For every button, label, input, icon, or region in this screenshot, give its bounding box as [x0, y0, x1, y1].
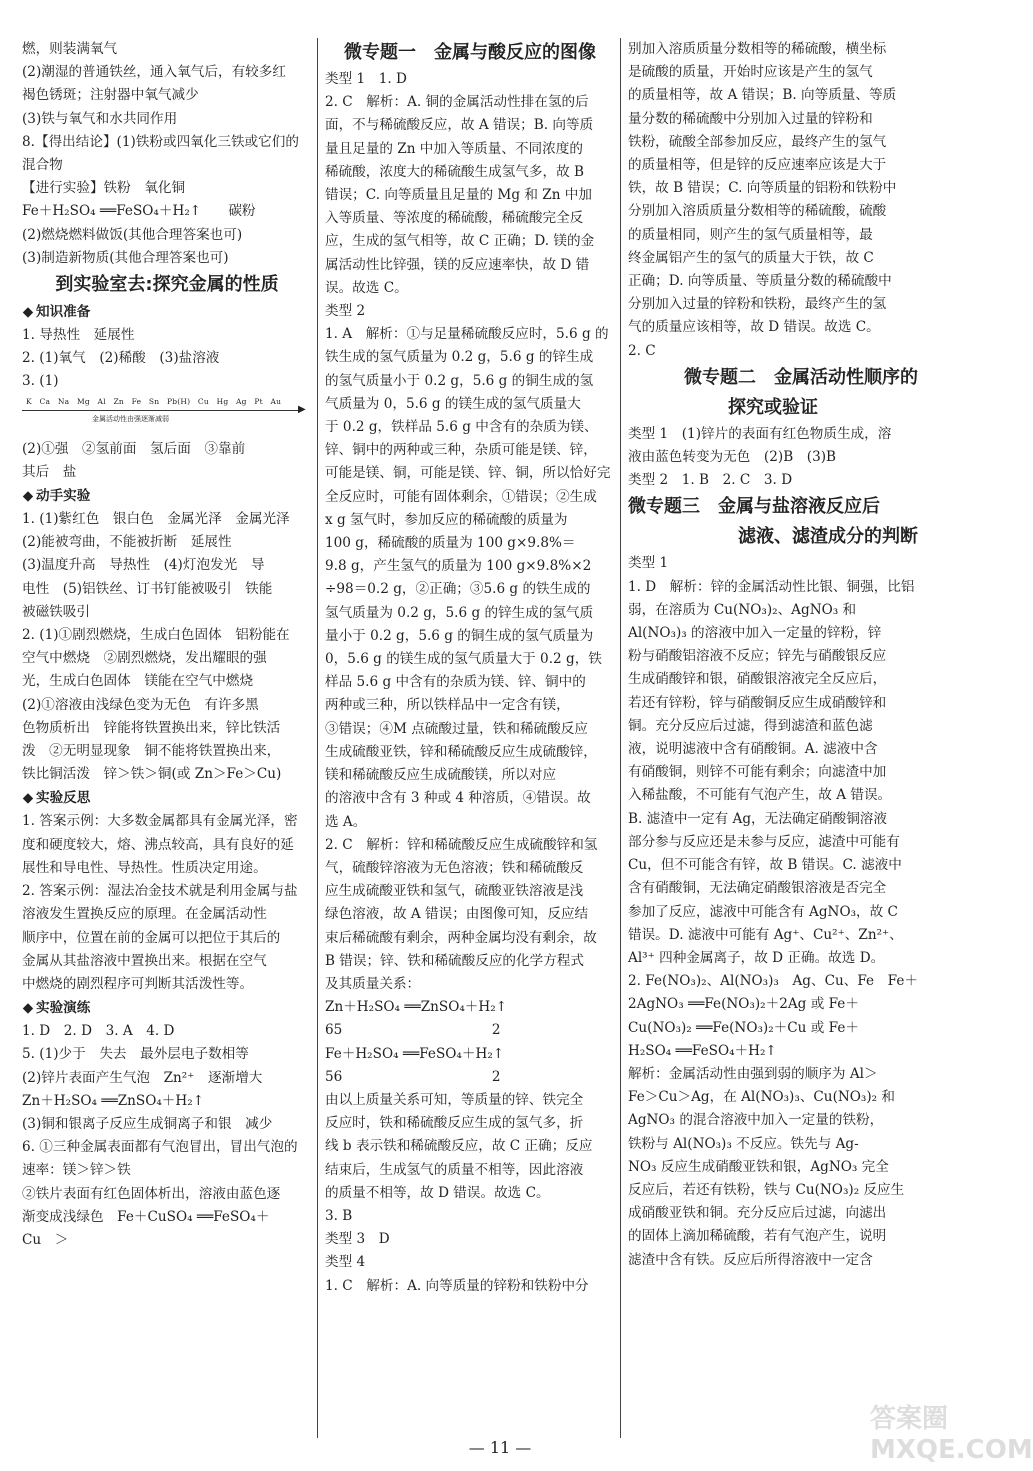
text-line: 反应后，若还有铁粉，铁与 Cu(NO₃)₂ 反应生: [628, 1181, 905, 1198]
text-line: 可能是镁、铜，可能是镁、锌、铜，所以恰好完: [325, 465, 611, 482]
text-line: 色物质析出 锌能将铁置换出来，锌比铁活: [22, 719, 281, 736]
text-line: 2. C: [628, 342, 656, 359]
text-line: (2)①强 ②氢前面 氢后面 ③靠前: [22, 440, 246, 457]
text-line: 生成硫酸亚铁，锌和稀硫酸反应生成硫酸锌，: [325, 743, 597, 760]
subsection-heading: [22, 484, 312, 508]
text-line: 类型 3 D: [325, 1231, 390, 1248]
text-line: ③错误；④M 点硫酸过量，铁和稀硫酸反应: [325, 720, 588, 737]
text-line: 的氢气质量小于 0.2 g，5.6 g 的铜生成的氢: [325, 372, 594, 389]
text-line: 是硫酸的质量，开始时应该是产生的氢气: [628, 64, 873, 81]
text-line: (2)燃烧燃料做饭(其他合理答案也可): [22, 226, 243, 243]
text-line: 终金属铝产生的氢气的质量大于铁，故 C: [628, 249, 874, 266]
diamond-bullet-icon: ◆: [22, 1000, 34, 1017]
text-line: B 错误；锌、铁和稀硫酸反应的化学方程式: [325, 952, 584, 969]
text-line: 成硝酸亚铁和铜。充分反应后过滤，向滤出: [628, 1205, 887, 1222]
text-line: 铁，故 B 错误；C. 向等质量的铝粉和铁粉中: [628, 180, 897, 197]
text-line: 溶液发生置换反应的原理。在金属活动性: [22, 906, 267, 923]
diamond-bullet-icon: ◆: [22, 488, 34, 505]
text-line: 类型 1 1. D: [325, 71, 407, 87]
text-line: 2. 答案示例：湿法冶金技术就是利用金属与盐: [22, 883, 298, 900]
text-line: 2. (1)氧气 (2)稀酸 (3)盐溶液: [22, 350, 220, 367]
diamond-bullet-icon: ◆: [22, 790, 34, 807]
text-line: Zn＋H₂SO₄ ══ZnSO₄＋H₂↑: [325, 999, 508, 1016]
text-line: 的质量不相等，故 D 错误。故选 C。: [325, 1184, 550, 1201]
text-line: Fe＞Cu＞Ag，在 Al(NO₃)₃、Cu(NO₃)₂ 和: [628, 1089, 896, 1106]
text-line: 含有硝酸铜，无法确定硝酸银溶液是否完全: [628, 880, 887, 897]
subsection-heading: [22, 786, 312, 810]
text-line: (3)温度升高 导热性 (4)灯泡发光 导: [22, 557, 265, 574]
text-line: 错误；C. 向等质量且足量的 Mg 和 Zn 中加: [325, 187, 592, 204]
text-line: 入等质量、等浓度的稀硫酸，稀硫酸完全反: [325, 210, 584, 227]
text-line: 应生成硫酸亚铁和氢气，硫酸亚铁溶液是浅: [325, 883, 584, 900]
text-line: x g 氢气时，参加反应的稀硫酸的质量为: [325, 511, 568, 528]
subsection-heading: [22, 300, 312, 324]
text-line: 空气中燃烧 ②剧烈燃烧，发出耀眼的强: [22, 650, 267, 667]
text-line: 铜。充分反应后过滤，得到滤渣和蓝色滤: [628, 717, 873, 734]
text-line: 类型 1 (1)锌片的表面有红色物质生成，溶: [628, 425, 892, 442]
text-line: 铁粉，硫酸全部参加反应，最终产生的氢气: [628, 133, 887, 150]
text-line: 速率：镁＞锌＞铁: [22, 1162, 131, 1179]
text-line: 8.【得出结论】(1)铁粉或四氧化三铁或它们的: [22, 133, 299, 150]
column-middle: [325, 38, 615, 1298]
text-line: 铁粉与 Al(NO₃)₃ 不反应。铁先与 Ag-: [628, 1135, 859, 1152]
text-line: NO₃ 反应生成硝酸亚铁和银，AgNO₃ 完全: [628, 1158, 889, 1175]
text-line: 镁和稀硫酸反应生成硫酸镁，所以对应: [325, 767, 557, 784]
text-line: 弱，在溶质为 Cu(NO₃)₂、AgNO₃ 和: [628, 601, 857, 618]
text-line: 的质量相等，但是锌的反应速率应该是大于: [628, 157, 887, 174]
text-line: 正确；D. 向等质量、等质量分数的稀硫酸中: [628, 273, 892, 290]
section-heading: 探究或验证: [728, 396, 818, 418]
text-line: 2. C 解析：A. 铜的金属活动性排在氢的后: [325, 94, 589, 111]
text-line: 9.8 g，产生氢气的质量为 100 g×9.8%×2: [325, 558, 592, 575]
section-heading: 到实验室去:探究金属的性质: [55, 274, 279, 296]
text-line: 3. B: [325, 1207, 353, 1224]
text-line: Cu ＞: [22, 1231, 69, 1248]
text-line: B. 滤渣中一定有 Ag，无法确定硝酸铜溶液: [628, 810, 887, 827]
text-line: 入稀盐酸，不可能有气泡产生，故 A 错误。: [628, 787, 892, 804]
text-line: 面，不与稀硫酸反应，故 A 错误；B. 向等质: [325, 117, 594, 134]
text-line: 度和硬度较大，熔、沸点较高，具有良好的延: [22, 836, 294, 853]
text-line: ②铁片表面有红色固体析出，溶液由蓝色逐: [22, 1185, 281, 1202]
activity-series-axis: [22, 410, 300, 411]
text-line: 【进行实验】铁粉 氧化铜: [22, 180, 186, 197]
text-line: 1. 答案示例：大多数金属都具有金属光泽，密: [22, 813, 298, 830]
text-line: 错误。D. 滤液中可能有 Ag⁺、Cu²⁺、Zn²⁺、: [628, 926, 903, 943]
text-line: Al³⁺ 四种金属离子，故 D 正确。故选 D。: [628, 949, 885, 966]
text-line: 金属从其盐溶液中置换出来。根据在空气: [22, 952, 267, 969]
diamond-bullet-icon: ◆: [22, 304, 34, 321]
text-line: Cu，但不可能含有锌，故 B 错误。C. 滤液中: [628, 857, 902, 874]
watermark-logo: 答案圈 MXQE.COM: [870, 1404, 1033, 1465]
text-line: Fe＋H₂SO₄ ══FeSO₄＋H₂↑ 碳粉: [22, 203, 256, 220]
text-line: 属活动性比锌强，镁的反应速率快，故 D 错: [325, 256, 590, 273]
text-line: 的固体上滴加稀硫酸，若有气泡产生，说明: [628, 1228, 887, 1245]
text-line: 的质量相同，则产生的氢气质量相等，最: [628, 226, 873, 243]
activity-series-figure: [22, 396, 312, 436]
text-line: 解析：金属活动性由强到弱的顺序为 Al＞: [628, 1065, 878, 1082]
text-line: 氢气质量为 0.2 g，5.6 g 的锌生成的氢气质: [325, 604, 594, 621]
text-line: 反应时，铁和稀硫酸反应生成的氢气多，折: [325, 1115, 584, 1132]
column-divider: [317, 38, 318, 1438]
text-line: Al(NO₃)₃ 的溶液中加入一定量的锌粉，锌: [628, 625, 882, 642]
text-line: 铁生成的氢气质量为 0.2 g，5.6 g 的锌生成: [325, 349, 594, 366]
text-line: 选 A。: [325, 813, 367, 830]
text-line: 1. 导热性 延展性: [22, 327, 135, 344]
text-line: 泼 ②无明显现象 铜不能将铁置换出来，: [22, 743, 281, 760]
text-line: 液由蓝色转变为无色 (2)B (3)B: [628, 449, 837, 466]
text-line: 滤渣中含有铁。反应后所得溶液中一定含: [628, 1251, 873, 1268]
text-line: 别加入溶质质量分数相等的稀硫酸，横坐标: [628, 41, 887, 57]
text-line: 由以上质量关系可知，等质量的锌、铁完全: [325, 1091, 584, 1108]
text-line: 束后稀硫酸有剩余，两种金属均没有剩余，故: [325, 929, 597, 946]
text-line: 0，5.6 g 的镁生成的氢气质量大于 0.2 g，铁: [325, 651, 602, 668]
text-line: 分别加入溶质质量分数相等的稀硫酸，硫酸: [628, 203, 887, 220]
text-line: 类型 2 1. B 2. C 3. D: [628, 472, 793, 489]
text-line: 2. Fe(NO₃)₂、Al(NO₃)₃ Ag、Cu、Fe Fe＋: [628, 973, 918, 990]
text-line: ÷98＝0.2 g，②正确；③5.6 g 的铁生成的: [325, 581, 591, 598]
text-line: 2. (1)①剧烈燃烧，生成白色固体 铝粉能在: [22, 627, 290, 644]
text-line: 1. A 解析：①与足量稀硫酸反应时，5.6 g 的: [325, 326, 609, 343]
text-line: 6. ①三种金属表面都有气泡冒出，冒出气泡的: [22, 1139, 298, 1156]
text-line: 1. (1)紫红色 银白色 金属光泽 金属光泽: [22, 511, 290, 528]
text-line: 参加了反应，滤液中可能含有 AgNO₃，故 C: [628, 903, 898, 920]
activity-series-elements: K Ca Na Mg Al Zn Fe Sn Pb(H) Cu Hg Ag Pt Au: [26, 396, 282, 406]
section-heading: 微专题一 金属与酸反应的图像: [344, 42, 596, 63]
text-line: 应，生成的氢气相等，故 C 正确；D. 镁的金: [325, 233, 595, 250]
subsection-heading-label: 实验演练: [36, 1000, 91, 1017]
text-line: 中燃烧的剧烈程序可判断其活泼性等。: [22, 975, 254, 992]
section-heading: 滤液、滤渣成分的判断: [738, 526, 918, 548]
text-line: 量且足量的 Zn 中加入等质量、不同浓度的: [325, 140, 583, 157]
text-line: Fe＋H₂SO₄ ══FeSO₄＋H₂↑: [325, 1045, 505, 1062]
text-line: 分别加入过量的锌粉和铁粉，最终产生的氢: [628, 296, 887, 313]
subsection-heading-label: 动手实验: [36, 488, 91, 505]
section-heading: 微专题二 金属活动性顺序的: [684, 366, 918, 388]
text-line: AgNO₃ 的混合溶液中加入一定量的铁粉，: [628, 1112, 884, 1129]
text-line: (2)①溶液由浅绿色变为无色 有许多黑: [22, 696, 259, 713]
text-line: 光，生成白色固体 镁能在空气中燃烧: [22, 673, 254, 690]
text-line: 气，硫酸锌溶液为无色溶液；铁和稀硫酸反: [325, 859, 584, 876]
text-line: 65 2: [325, 1022, 501, 1039]
text-line: 铁比铜活泼 锌＞铁＞铜(或 Zn＞Fe＞Cu): [22, 766, 282, 783]
text-line: 1. D 2. D 3. A 4. D: [22, 1023, 175, 1040]
text-line: 两种或三种，所以铁样品中一定含有镁，: [325, 697, 570, 714]
text-line: 全反应时，可能有固体剩余，①错误；②生成: [325, 488, 597, 505]
text-line: 1. C 解析：A. 向等质量的锌粉和铁粉中分: [325, 1277, 589, 1294]
text-line: 有硝酸铜，则锌不可能有剩余；向滤渣中加: [628, 764, 887, 781]
text-line: 结束后，生成氢气的质量不相等，因此溶液: [325, 1161, 584, 1178]
text-line: 2. C 解析：锌和稀硫酸反应生成硫酸锌和氢: [325, 836, 598, 853]
text-line: 3. (1): [22, 373, 59, 390]
text-line: (2)能被弯曲，不能被折断 延展性: [22, 534, 232, 551]
arrow-right-icon: ▶: [298, 403, 306, 415]
section-heading: 微专题三 金属与盐溶液反应后: [628, 496, 880, 518]
text-line: (2)潮湿的普通铁丝，通入氧气后，有较多红: [22, 64, 286, 81]
text-line: 展性和导电性、导热性。性质决定用途。: [22, 859, 267, 876]
text-line: 56 2: [325, 1068, 501, 1085]
text-line: 的质量相等，故 A 错误；B. 向等质量、等质: [628, 87, 897, 104]
text-line: 顺序中，位置在前的金属可以把位于其后的: [22, 929, 281, 946]
text-line: 渐变成浅绿色 Fe＋CuSO₄ ══FeSO₄＋: [22, 1208, 270, 1225]
text-line: 混合物: [22, 157, 63, 174]
activity-series-caption: 金属活动性由强逐渐减弱: [92, 414, 169, 423]
text-line: 气的质量应该相等，故 D 错误。故选 C。: [628, 319, 880, 336]
column-left: [22, 38, 312, 1252]
text-line: (2)锌片表面产生气泡 Zn²⁺ 逐渐增大: [22, 1069, 263, 1086]
text-line: 样品 5.6 g 中含有的杂质为镁、锌、铜中的: [325, 674, 586, 691]
subsection-heading-label: 实验反思: [36, 790, 91, 807]
text-line: Cu(NO₃)₂ ══Fe(NO₃)₂＋Cu 或 Fe＋: [628, 1019, 859, 1036]
text-line: 量分数的稀硫酸中分别加入过量的锌粉和: [628, 110, 873, 127]
text-line: 锌、铜中的两种或三种，杂质可能是镁、锌，: [325, 442, 597, 459]
column-right: [628, 38, 918, 1272]
text-line: 5. (1)少于 失去 最外层电子数相等: [22, 1046, 249, 1063]
text-line: 褐色锈斑；注射器中氧气减少: [22, 87, 199, 104]
text-line: 稀硫酸，浓度大的稀硫酸生成氢气多，故 B: [325, 163, 584, 180]
text-line: 1. D 解析：锌的金属活动性比银、铜强，比铝: [628, 578, 915, 595]
text-line: (3)铁与氧气和水共同作用: [22, 110, 178, 127]
text-line: 的溶液中含有 3 种或 4 种溶质，④错误。故: [325, 790, 591, 807]
page-number: — 11 —: [468, 1438, 532, 1457]
text-line: 粉与硝酸铝溶液不反应；锌先与硝酸银反应: [628, 648, 887, 665]
text-line: 及其质量关系：: [325, 975, 421, 992]
text-line: 100 g，稀硫酸的质量为 100 g×9.8%＝: [325, 535, 576, 552]
subsection-heading: [22, 996, 312, 1020]
text-line: 于 0.2 g，铁样品 5.6 g 中含有的杂质为镁、: [325, 419, 598, 436]
text-line: 气质量为 0，5.6 g 的镁生成的氢气质量大: [325, 395, 581, 412]
text-line: 2AgNO₃ ══Fe(NO₃)₂＋2Ag 或 Fe＋: [628, 996, 859, 1013]
text-line: 量小于 0.2 g，5.6 g 的铜生成的氢气质量为: [325, 627, 594, 644]
text-line: 绿色溶液，故 A 错误；由图像可知，反应结: [325, 906, 589, 923]
column-divider: [620, 38, 621, 1438]
subsection-heading-label: 知识准备: [36, 304, 91, 321]
text-line: 燃，则装满氧气: [22, 41, 118, 57]
text-line: 线 b 表示铁和稀硫酸反应，故 C 正确；反应: [325, 1138, 593, 1155]
text-line: 生成硝酸锌和银，硝酸银溶液完全反应后，: [628, 671, 887, 688]
text-line: 其后 盐: [22, 463, 77, 480]
text-line: 液，说明滤液中含有硝酸铜。A. 滤液中含: [628, 741, 878, 758]
text-line: 电性 (5)铝铁丝、订书钉能被吸引 铁能: [22, 580, 273, 597]
text-line: 误。故选 C。: [325, 279, 408, 296]
text-line: H₂SO₄ ══FeSO₄＋H₂↑: [628, 1042, 777, 1059]
text-line: 类型 1: [628, 555, 669, 572]
text-line: 类型 2: [325, 303, 366, 320]
text-line: 被磁铁吸引: [22, 603, 90, 620]
text-line: 类型 4: [325, 1254, 366, 1271]
text-line: 部分参与反应还是未参与反应，滤渣中可能有: [628, 833, 900, 850]
text-line: (3)铜和银离子反应生成铜离子和银 减少: [22, 1115, 273, 1132]
text-line: 若还有锌粉，锌与硝酸铜反应生成硝酸锌和: [628, 694, 887, 711]
text-line: Zn＋H₂SO₄ ══ZnSO₄＋H₂↑: [22, 1092, 205, 1109]
text-line: (3)制造新物质(其他合理答案也可): [22, 249, 229, 266]
